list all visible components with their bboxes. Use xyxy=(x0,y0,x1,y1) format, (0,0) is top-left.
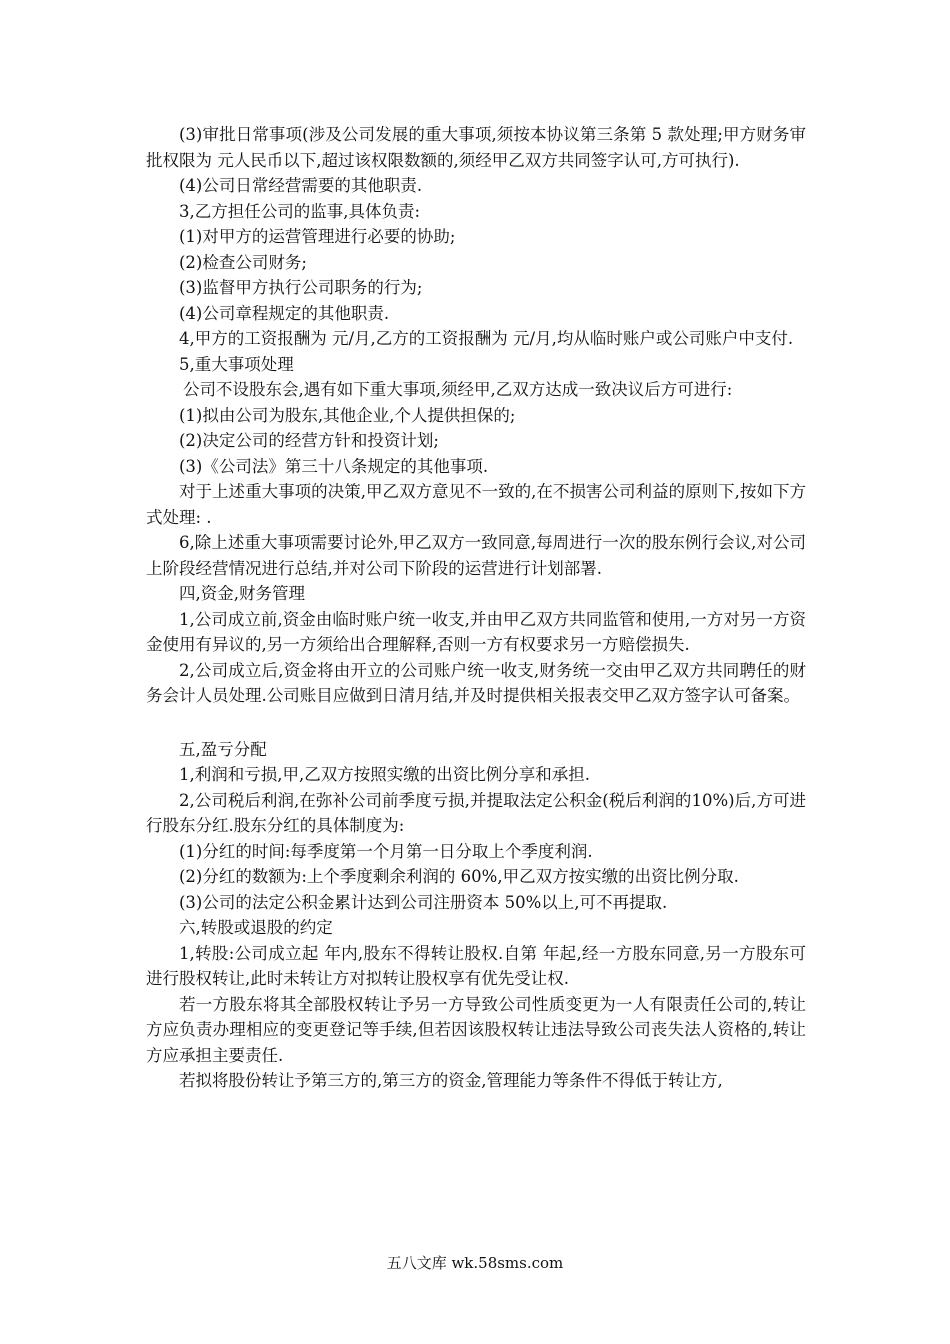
paragraph: (1)分红的时间:每季度第一个月第一日分取上个季度利润. xyxy=(179,841,593,861)
page-footer: 五八文库 wk.58sms.com xyxy=(386,1254,564,1272)
paragraph: (1)对甲方的运营管理进行必要的协助; xyxy=(179,227,456,246)
paragraph: 6,除上述重大事项需要讨论外,甲乙双方一致同意,每周进行一次的股东例行会议,对公司上阶段经营情况进行总结,并对公司下阶段的运营进行计划部署. xyxy=(146,533,806,578)
document-page xyxy=(146,122,806,1094)
paragraph: (2)分红的数额为:上个季度剩余利润的 60%,甲乙双方按实缴的出资比例分取. xyxy=(179,867,739,886)
paragraph: (4)公司章程规定的其他职责. xyxy=(179,303,390,323)
paragraph: 1,利润和亏损,甲,乙双方按照实缴的出资比例分享和承担. xyxy=(179,765,590,784)
paragraph: 1,公司成立前,资金由临时账户统一收支,并由甲乙双方共同监管和使用,一方对另一方资金使用有异议的,另一方须给出合理解释,否则一方有权要求另一方赔偿损失. xyxy=(146,609,806,654)
paragraph: (3)公司的法定公积金累计达到公司注册资本 50%以上,可不再提取. xyxy=(179,892,668,912)
spacer xyxy=(146,709,806,737)
paragraph: 2,公司税后利润,在弥补公司前季度亏损,并提取法定公积金(税后利润的10%)后,方可进行股东分红.股东分红的具体制度为: xyxy=(146,790,806,835)
paragraph: 1,转股:公司成立起 年内,股东不得转让股权.自第 年起,经一方股东同意,另一方股东可进行股权转让,此时未转让方对拟转让股权享有优先受让权. xyxy=(146,943,806,988)
paragraph: (3)监督甲方执行公司职务的行为; xyxy=(179,278,423,297)
paragraph: 3,乙方担任公司的监事,具体负责: xyxy=(179,201,421,221)
paragraph: (2)决定公司的经营方针和投资计划; xyxy=(179,431,439,450)
paragraph: 公司不设股东会,遇有如下重大事项,须经甲,乙双方达成一致决议后方可进行: xyxy=(183,380,733,399)
paragraph: (2)检查公司财务; xyxy=(179,252,307,272)
paragraph: 2,公司成立后,资金将由开立的公司账户统一收支,财务统一交由甲乙双方共同聘任的财务会计人员处理.公司账目应做到日清月结,并及时提供相关报表交甲乙双方签字认可备案。 xyxy=(146,660,806,705)
paragraph: 4,甲方的工资报酬为 元/月,乙方的工资报酬为 元/月,均从临时账户或公司账户中支付. xyxy=(179,329,794,348)
section-heading: 五,盈亏分配 xyxy=(179,739,267,759)
paragraph: (4)公司日常经营需要的其他职责. xyxy=(179,176,423,195)
paragraph: (1)拟由公司为股东,其他企业,个人提供担保的; xyxy=(179,405,516,425)
section-heading: 四,资金,财务管理 xyxy=(179,584,305,603)
paragraph: (3)审批日常事项(涉及公司发展的重大事项,须按本协议第三条第 5 款处理;甲方财务审批权限为 元人民币以下,超过该权限数额的,须经甲乙双方共同签字认可,方可执行). xyxy=(146,125,806,170)
paragraph: 对于上述重大事项的决策,甲乙双方意见不一致的,在不损害公司利益的原则下,按如下方式处理: . xyxy=(146,482,806,527)
paragraph: (3)《公司法》第三十八条规定的其他事项. xyxy=(179,456,489,476)
section-heading: 5,重大事项处理 xyxy=(179,354,294,374)
section-heading: 六,转股或退股的约定 xyxy=(179,918,333,937)
paragraph: 若一方股东将其全部股权转让予另一方导致公司性质变更为一人有限责任公司的,转让方应负责办理相应的变更登记等手续,但若因该股权转让违法导致公司丧失法人资格的,转让方应承担主要责任. xyxy=(146,994,806,1065)
paragraph: 若拟将股份转让予第三方的,第三方的资金,管理能力等条件不得低于转让方, xyxy=(179,1071,723,1090)
